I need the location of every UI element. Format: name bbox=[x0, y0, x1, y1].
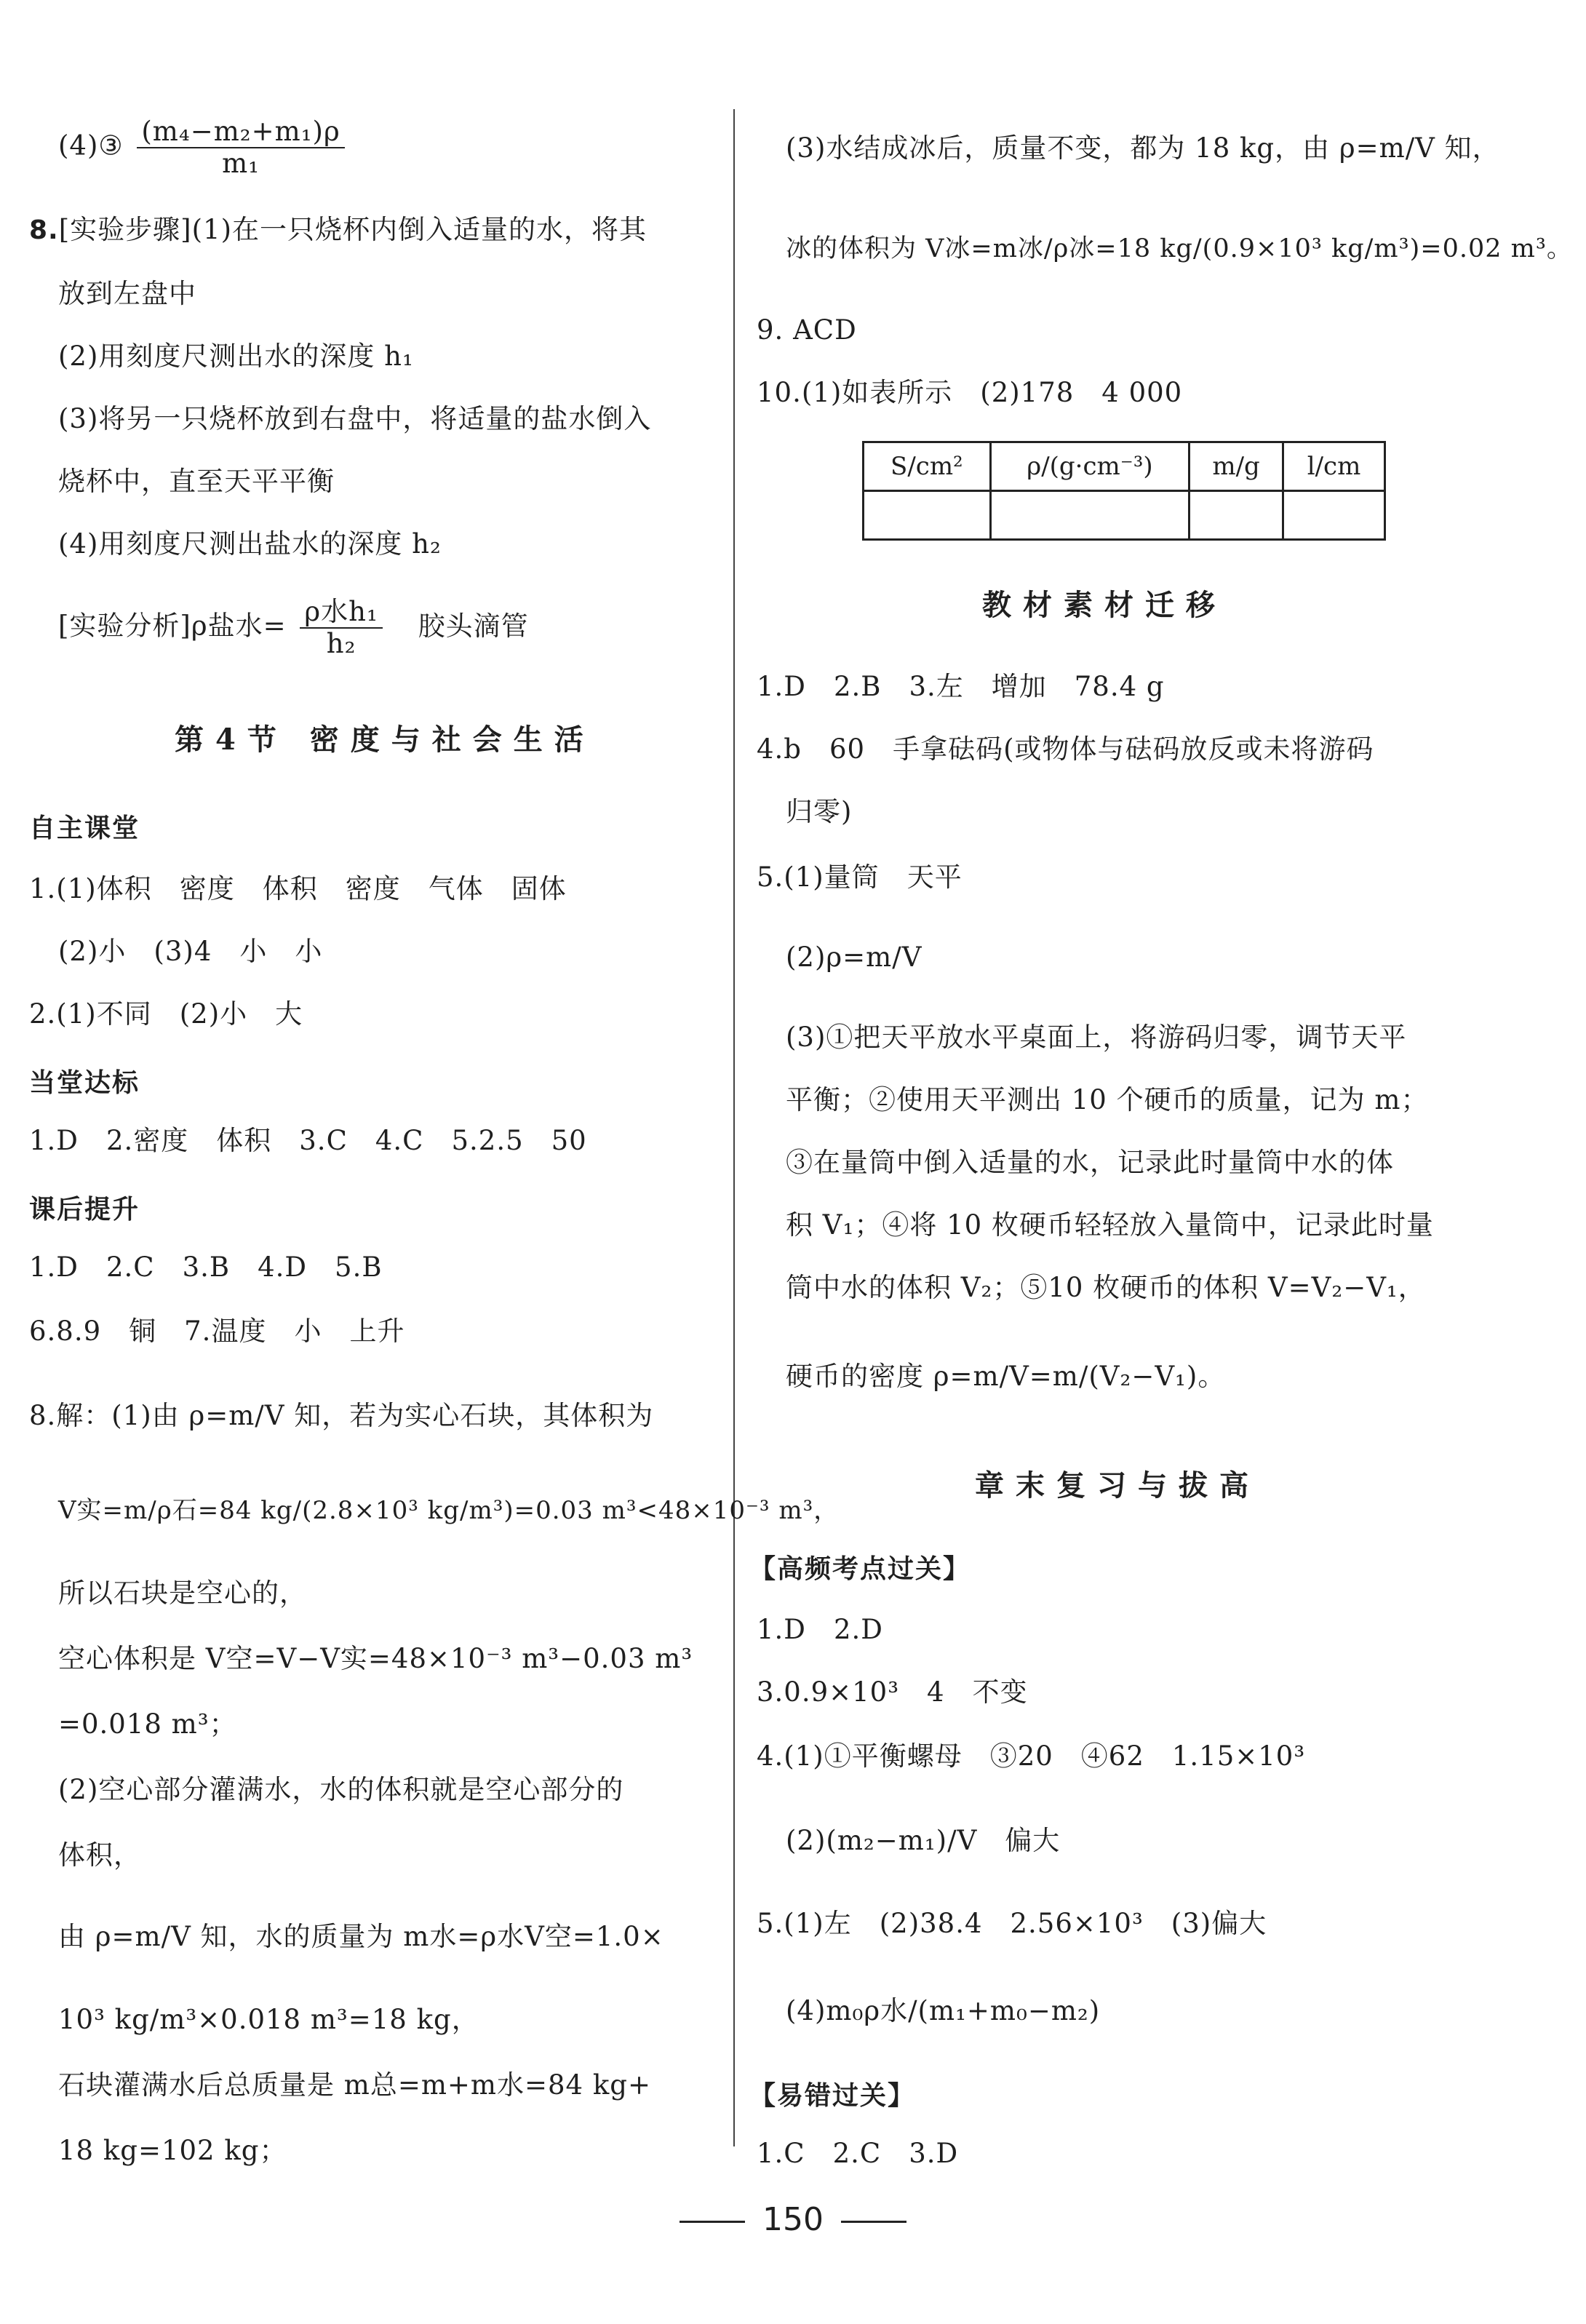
answer-line: =0.018 m³； bbox=[58, 1708, 237, 1740]
answer-line: 1.D 2.D bbox=[757, 1614, 883, 1645]
table-cell bbox=[864, 491, 991, 540]
table-cell bbox=[1190, 491, 1283, 540]
answer-line: 2.(1)不同 (2)小 大 bbox=[29, 998, 303, 1030]
section-title: 教材素材迁移 bbox=[982, 588, 1227, 622]
table-row bbox=[864, 491, 1385, 540]
answer-line: [实验分析]ρ盐水= $\frac{\text{ρ水h₁}}{\text{h₂}}$ 胶头滴管 bbox=[58, 596, 529, 659]
answer-line: 10.(1)如表所示 (2)178 4 000 bbox=[757, 377, 1183, 408]
answer-line: 4.b 60 手拿砝码(或物体与砝码放反或未将游码 bbox=[757, 733, 1374, 765]
answer-line: 9. ACD bbox=[757, 314, 857, 346]
answer-line: 1.D 2.C 3.B 4.D 5.B bbox=[29, 1251, 383, 1283]
answer-line: (2)小 (3)4 小 小 bbox=[58, 936, 323, 967]
answer-line: 烧杯中，直至天平平衡 bbox=[58, 466, 335, 497]
answer-line: 1.D 2.B 3.左 增加 78.4 g bbox=[757, 671, 1165, 702]
answer-line: 8.[实验步骤](1)在一只烧杯内倒入适量的水，将其 bbox=[29, 214, 647, 245]
page-number-rule bbox=[841, 2221, 906, 2223]
answer-line: 体积， bbox=[58, 1839, 141, 1871]
answer-line: 放到左盘中 bbox=[58, 278, 196, 309]
answer-line: 平衡；②使用天平测出 10 个硬币的质量，记为 m； bbox=[786, 1084, 1429, 1115]
answer-line: 1.D 2.密度 体积 3.C 4.C 5.2.5 50 bbox=[29, 1125, 587, 1156]
answer-line: 1.(1)体积 密度 体积 密度 气体 固体 bbox=[29, 873, 567, 904]
table-cell bbox=[1283, 491, 1385, 540]
table-header: ρ/(g·cm⁻³) bbox=[990, 442, 1189, 491]
answer-line: 3.0.9×10³ 4 不变 bbox=[757, 1676, 1028, 1708]
answer-line: (4)③ $\frac{\text{(m₄−m₂+m₁)ρ}}{\text{m₁}}$ bbox=[58, 116, 349, 179]
subsection-heading: 【易错过关】 bbox=[749, 2081, 916, 2111]
answer-line: 18 kg=102 kg； bbox=[58, 2135, 287, 2166]
table-cell bbox=[990, 491, 1189, 540]
answer-line: 10³ kg/m³×0.018 m³=18 kg， bbox=[58, 2004, 479, 2035]
section-title: 第4节 密度与社会生活 bbox=[175, 723, 595, 757]
answer-line: (4)用刻度尺测出盐水的深度 h₂ bbox=[58, 528, 442, 560]
section-title: 章末复习与拔高 bbox=[975, 1468, 1260, 1503]
answer-line: 6.8.9 铜 7.温度 小 上升 bbox=[29, 1316, 405, 1347]
answer-line: (4)m₀ρ水/(m₁+m₀−m₂) bbox=[786, 1995, 1101, 2026]
table-header: S/cm² bbox=[864, 442, 991, 491]
answer-line: 8.解：(1)由 ρ=m/V 知，若为实心石块，其体积为 bbox=[29, 1400, 654, 1431]
answer-line: 1.C 2.C 3.D bbox=[757, 2138, 959, 2169]
answer-line: 冰的体积为 V冰=m冰/ρ冰=18 kg/(0.9×10³ kg/m³)=0.02 m³。 bbox=[786, 234, 1573, 263]
answer-line: 硬币的密度 ρ=m/V=m/(V₂−V₁)。 bbox=[786, 1361, 1226, 1392]
answer-line: (2)ρ=m/V bbox=[786, 942, 922, 973]
answer-line: 空心体积是 V空=V−V实=48×10⁻³ m³−0.03 m³ bbox=[58, 1643, 693, 1674]
answer-line: 4.(1)①平衡螺母 ③20 ④62 1.15×10³ bbox=[757, 1740, 1306, 1772]
answer-line: V实=m/ρ石=84 kg/(2.8×10³ kg/m³)=0.03 m³<48×10⁻³ m³， bbox=[58, 1496, 840, 1525]
column-divider bbox=[733, 109, 735, 2146]
data-table bbox=[862, 441, 1386, 541]
answer-line: (3)水结成冰后，质量不变，都为 18 kg，由 ρ=m/V 知， bbox=[786, 132, 1500, 164]
subsection-heading: 自主课堂 bbox=[29, 813, 140, 843]
table-header-row bbox=[864, 442, 1385, 491]
answer-line: 石块灌满水后总质量是 m总=m+m水=84 kg+ bbox=[58, 2069, 651, 2101]
subsection-heading: 【高频考点过关】 bbox=[749, 1554, 971, 1584]
answer-line: 筒中水的体积 V₂；⑤10 枚硬币的体积 V=V₂−V₁， bbox=[786, 1272, 1426, 1303]
answer-line: ③在量筒中倒入适量的水，记录此时量筒中水的体 bbox=[786, 1147, 1394, 1178]
answer-line: (2)(m₂−m₁)/V 偏大 bbox=[786, 1825, 1061, 1856]
answer-line: (3)将另一只烧杯放到右盘中，将适量的盐水倒入 bbox=[58, 403, 652, 434]
answer-line: 所以石块是空心的， bbox=[58, 1577, 307, 1609]
table-header: m/g bbox=[1190, 442, 1283, 491]
page-number: 150 bbox=[0, 2201, 1586, 2238]
table-header: l/cm bbox=[1283, 442, 1385, 491]
subsection-heading: 课后提升 bbox=[29, 1195, 140, 1225]
answer-line: (2)用刻度尺测出水的深度 h₁ bbox=[58, 341, 414, 372]
answer-line: (3)①把天平放水平桌面上，将游码归零，调节天平 bbox=[786, 1022, 1407, 1053]
answer-line: 积 V₁；④将 10 枚硬币轻轻放入量筒中，记录此时量 bbox=[786, 1209, 1434, 1241]
answer-line: (2)空心部分灌满水，水的体积就是空心部分的 bbox=[58, 1774, 624, 1805]
answer-line: 归零) bbox=[786, 796, 853, 827]
subsection-heading: 当堂达标 bbox=[29, 1068, 140, 1098]
answer-line: 5.(1)左 (2)38.4 2.56×10³ (3)偏大 bbox=[757, 1908, 1267, 1939]
page-number-rule bbox=[680, 2221, 745, 2223]
answer-line: 由 ρ=m/V 知，水的质量为 m水=ρ水V空=1.0× bbox=[58, 1921, 664, 1952]
answer-line: 5.(1)量筒 天平 bbox=[757, 861, 963, 893]
